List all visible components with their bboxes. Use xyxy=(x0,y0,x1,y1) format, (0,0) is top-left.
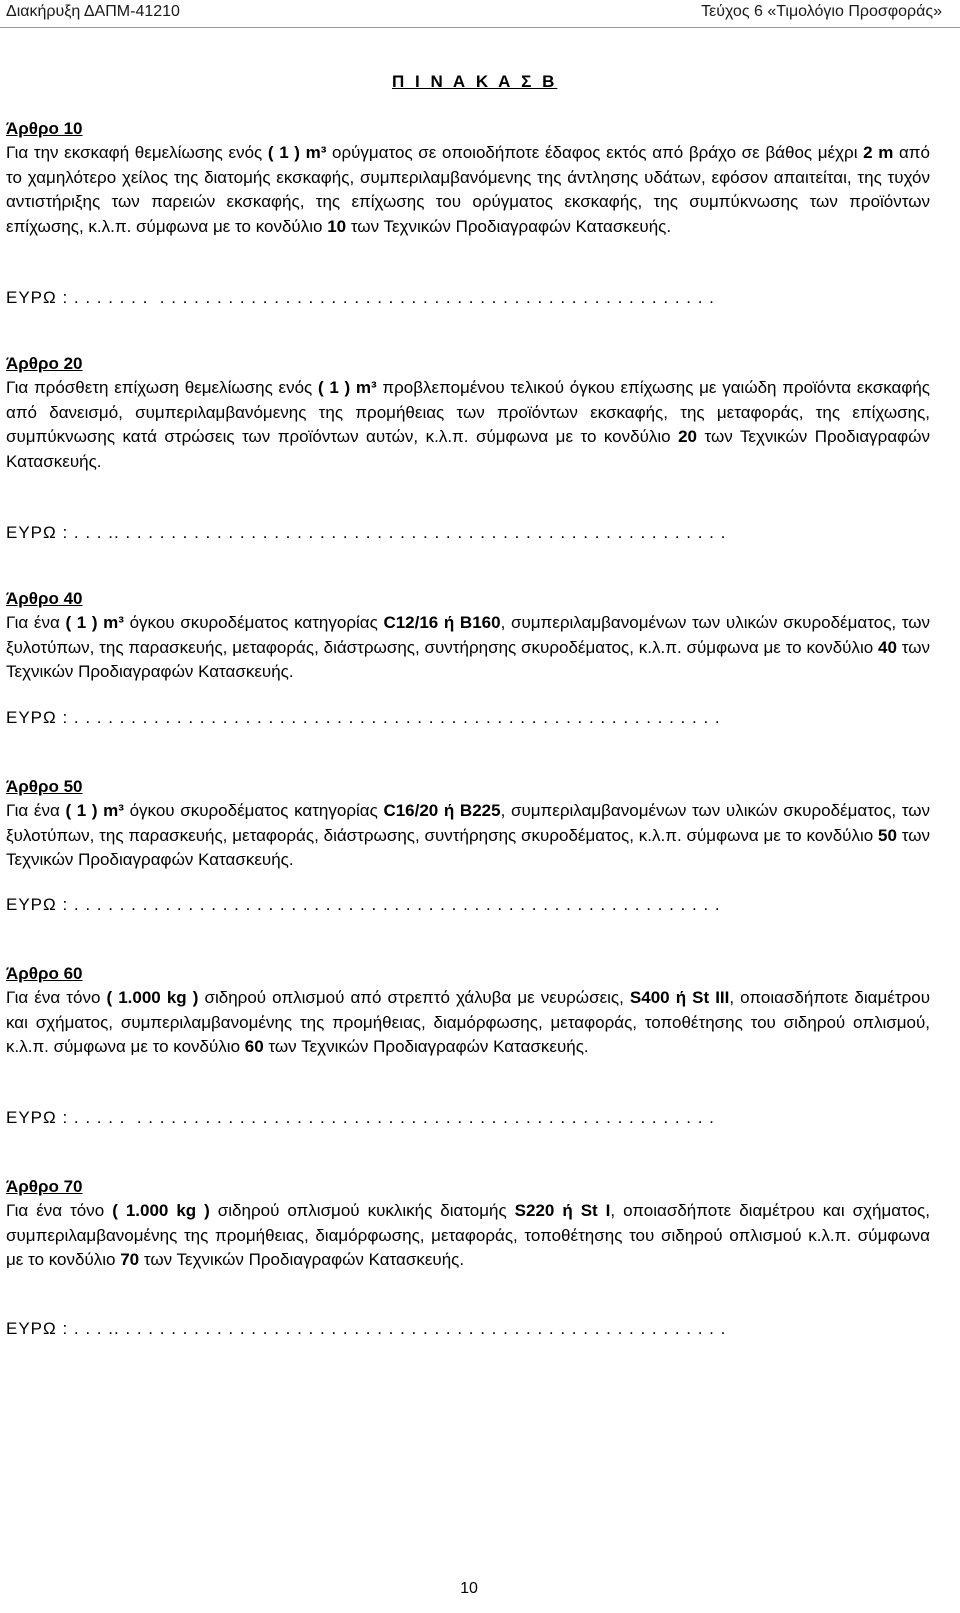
body-text: των Τεχνικών Προδιαγραφών Κατασκευής. xyxy=(139,1250,465,1269)
euro-price-line: ΕΥΡΩ : . . . . . . . . . . . . . . . . . . . . . . . . . . . . . . . . . . . . . . . . . . . . . . . . . . . . . . . . xyxy=(6,1108,715,1127)
article-20 xyxy=(6,352,930,474)
body-text: όγκου σκυροδέματος κατηγορίας xyxy=(123,801,384,820)
article-title: Άρθρο 40 xyxy=(6,589,83,608)
body-text: Για ένα xyxy=(6,801,66,820)
bold-text: S400 ή St III xyxy=(629,988,730,1007)
article-body xyxy=(6,611,930,685)
bold-text: 10 xyxy=(327,216,347,236)
body-text: σιδηρού οπλισμού από στρεπτό χάλυβα με νευρώσεις, xyxy=(198,988,630,1007)
body-text: , οποιασδήποτε διαμέτρου και σχήματος, συμπεριλαμβανομένης της προμήθειας, διαμόρφωσης, μεταφοράς, τοποθέτησης του σιδηρού οπλισμού κ.λ.π. σύμφωνα με το κονδύλιο xyxy=(6,1201,930,1269)
bold-text: 60 xyxy=(244,1037,264,1056)
article-title: Άρθρο 60 xyxy=(6,964,83,983)
body-text: των Τεχνικών Προδιαγραφών Κατασκευής. xyxy=(6,427,930,471)
body-text: Για ένα τόνο xyxy=(6,1201,113,1220)
bold-text: ( 1 ) m³ xyxy=(267,143,327,162)
article-70 xyxy=(6,1175,930,1273)
body-text: από το χαμηλότερο χείλος της διατομής εκσκαφής, συμπεριλαμβανόμενης της άντλησης υδάτων, εφόσον απαιτείται, της τυχόν αντιστήριξης των παρειών εκσκαφής, της επίχωσης του ορύγματος εκσκαφής, της συμπύκνωσης των προϊόντων επίχωσης, κ.λ.π. σύμφωνα με το κονδύλιο xyxy=(6,143,930,236)
body-text: Για πρόσθετη επίχωση θεμελίωσης ενός xyxy=(6,378,318,397)
bold-text: C16/20 ή B225 xyxy=(383,801,501,820)
article-body xyxy=(6,1199,930,1273)
body-text: των Τεχνικών Προδιαγραφών Κατασκευής. xyxy=(263,1037,589,1056)
bold-text: 20 xyxy=(678,427,698,446)
body-text: , οποιασδήποτε διαμέτρου και σχήματος, συμπεριλαμβανομένης της προμήθειας, διαμόρφωσης, μεταφοράς, τοποθέτησης του σιδηρού οπλισμού, κ.λ.π. σύμφωνα με το κονδύλιο xyxy=(6,988,930,1056)
body-text: Για ένα τόνο xyxy=(6,988,107,1007)
article-title: Άρθρο 50 xyxy=(6,777,83,796)
bold-text: S220 ή St I xyxy=(514,1201,611,1220)
euro-price-line: ΕΥΡΩ : . . . . . . . . . . . . . . . . . . . . . . . . . . . . . . . . . . . . . . . . . . . . . . . . . . . . . . . . . xyxy=(6,895,721,914)
article-60 xyxy=(6,962,930,1060)
article-body xyxy=(6,376,930,474)
page-title: Π Ι Ν Α Κ Α Σ Β xyxy=(392,72,558,91)
page-header xyxy=(0,3,960,28)
bold-text: 70 xyxy=(120,1250,140,1269)
body-text: των Τεχνικών Προδιαγραφών Κατασκευής. xyxy=(346,216,672,236)
body-text: Για την εκσκαφή θεμελίωσης ενός xyxy=(6,143,268,162)
article-title: Άρθρο 70 xyxy=(6,1177,83,1196)
bold-text: ( 1 ) m³ xyxy=(65,613,124,632)
body-text: όγκου σκυροδέματος κατηγορίας xyxy=(123,613,384,632)
article-10 xyxy=(6,117,930,239)
bold-text: ( 1 ) m³ xyxy=(317,378,377,397)
euro-price-line: ΕΥΡΩ : . . . . . . . . . . . . . . . . . . . . . . . . . . . . . . . . . . . . . . . . . . . . . . . . . . . . . . . . xyxy=(6,288,715,307)
bold-text: ( 1 ) m³ xyxy=(65,801,124,820)
bold-text: 2 m xyxy=(863,143,894,162)
bold-text: 50 xyxy=(878,825,897,845)
bold-text: ( 1.000 kg ) xyxy=(106,988,199,1007)
page-number: 10 xyxy=(460,1580,478,1597)
article-40 xyxy=(6,587,930,685)
euro-price-line: ΕΥΡΩ : . . . .. . . . . . . . . . . . . . . . . . . . . . . . . . . . . . . . . . . . . . . . . . . . . . . . . . . . . . xyxy=(6,523,727,542)
body-text: προβλεπομένου τελικού όγκου επίχωσης με γαιώδη προϊόντα εκσκαφής από δανεισμό, συμπεριλαμβανόμενης της προμήθειας των προϊόντων εκσκαφής, της μεταφοράς, της επίχωσης, συμπύκνωσης κατά στρώσεις των προϊόντων αυτών, κ.λ.π. σύμφωνα με το κονδύλιο xyxy=(6,378,930,446)
article-body xyxy=(6,799,930,873)
bold-text: 40 xyxy=(878,637,897,657)
body-text: Για ένα xyxy=(6,613,66,632)
body-text: , συμπεριλαμβανομένων των υλικών σκυροδέματος, των ξυλοτύπων, της παρασκευής, μεταφοράς, διάστρωσης, συντήρησης σκυροδέματος, κ.λ.π. σύμφωνα με το κονδύλιο xyxy=(6,613,930,657)
header-left: Διακήρυξη ΔΑΠΜ-41210 xyxy=(6,3,180,20)
article-50 xyxy=(6,775,930,873)
body-text: σιδηρού οπλισμού κυκλικής διατομής xyxy=(209,1201,515,1220)
body-text: , συμπεριλαμβανομένων των υλικών σκυροδέματος, των ξυλοτύπων, της παρασκευής, μεταφοράς, διάστρωσης, συντήρησης σκυροδέματος, κ.λ.π. σύμφωνα με το κονδύλιο xyxy=(6,801,930,845)
euro-price-line: ΕΥΡΩ : . . . .. . . . . . . . . . . . . . . . . . . . . . . . . . . . . . . . . . . . . . . . . . . . . . . . . . . . . . xyxy=(6,1319,727,1338)
bold-text: ( 1.000 kg ) xyxy=(112,1201,210,1220)
article-body xyxy=(6,141,930,239)
article-body xyxy=(6,986,930,1060)
body-text: ορύγματος σε οποιοδήποτε έδαφος εκτός από βράχο σε βάθος μέχρι xyxy=(326,143,864,162)
euro-price-line: ΕΥΡΩ : . . . . . . . . . . . . . . . . . . . . . . . . . . . . . . . . . . . . . . . . . . . . . . . . . . . . . . . . . xyxy=(6,708,721,727)
body-text: των Τεχνικών Προδιαγραφών Κατασκευής. xyxy=(6,825,930,869)
article-title: Άρθρο 20 xyxy=(6,354,83,373)
body-text: των Τεχνικών Προδιαγραφών Κατασκευής. xyxy=(6,637,930,681)
article-title: Άρθρο 10 xyxy=(6,119,83,138)
bold-text: C12/16 ή B160 xyxy=(383,613,501,632)
header-right: Τεύχος 6 «Τιμολόγιο Προσφοράς» xyxy=(701,3,942,20)
